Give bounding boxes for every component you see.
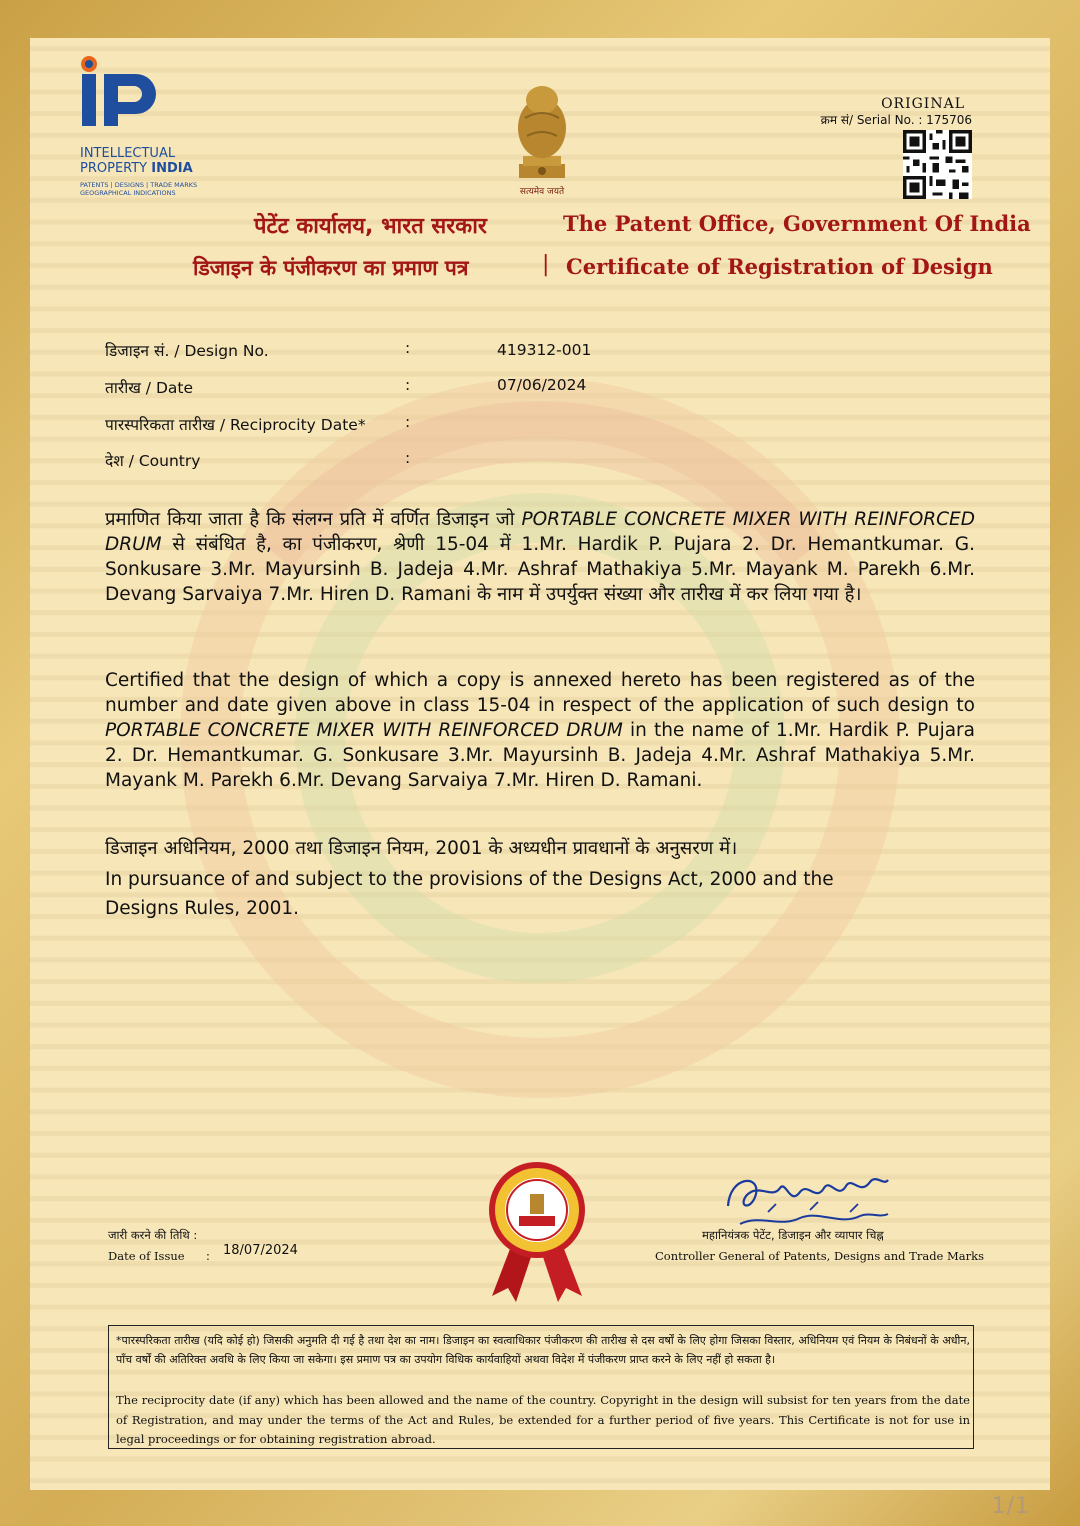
controller-title-hindi: महानियंत्रक पेटेंट, डिजाइन और व्यापार चिह्न	[702, 1228, 884, 1242]
date-value: 07/06/2024	[497, 376, 587, 394]
certification-paragraph-hindi	[105, 507, 975, 607]
design-no-colon: :	[405, 339, 411, 357]
date-of-issue-label-hindi: जारी करने की तिथि :	[108, 1228, 198, 1242]
certificate-title-english: Certificate of Registration of Design	[566, 254, 993, 279]
controller-title-english: Controller General of Patents, Designs and Trade Marks	[655, 1249, 985, 1263]
logo-name-line1: INTELLECTUAL	[80, 146, 176, 161]
official-seal-icon	[478, 1158, 596, 1302]
act-statement-english: In pursuance of and subject to the provisions of the Designs Act, 2000 and the Designs Rules, 2001.	[105, 869, 834, 919]
para-hindi-design-title: PORTABLE CONCRETE MIXER WITH REINFORCED DRUM	[105, 509, 975, 555]
qr-code-icon[interactable]	[903, 130, 972, 199]
reciprocity-date-colon: :	[405, 413, 411, 431]
original-label: ORIGINAL	[881, 96, 965, 112]
para-english-post: in the name of 1.Mr. Hardik P. Pujara 2. Dr. Hemantkumar. G. Sonkusare 3.Mr. Mayursinh B. Jadeja 4.Mr. Ashraf Mathakiya 5.Mr. Mayank M. Parekh 6.Mr. Devang Sarvaiya 7.Mr. Hiren D. Ramani.	[105, 720, 975, 791]
national-emblem-icon	[505, 78, 579, 190]
ip-logo-icon	[80, 52, 180, 132]
date-label: तारीख / Date	[105, 379, 194, 397]
certificate-title-hindi: डिजाइन के पंजीकरण का प्रमाण पत्र	[193, 256, 469, 280]
serial-number: क्रम सं/ Serial No. : 175706	[820, 113, 972, 127]
logo-name-line2b: INDIA	[151, 161, 193, 176]
emblem-caption: सत्यमेव जयते	[519, 187, 565, 197]
para-english-pre: Certified that the design of which a copy is annexed hereto has been registered as of the number and date given above in class 15-04 in respect of the application of such design to	[105, 670, 975, 716]
date-colon: :	[405, 376, 411, 394]
design-no-label: डिजाइन सं. / Design No.	[105, 342, 269, 360]
date-of-issue-colon: :	[206, 1249, 210, 1263]
date-of-issue-value: 18/07/2024	[223, 1243, 298, 1258]
date-of-issue-label-english: Date of Issue	[108, 1249, 185, 1263]
office-title-english: The Patent Office, Government Of India	[563, 211, 1031, 236]
act-statement-hindi: डिजाइन अधिनियम, 2000 तथा डिजाइन नियम, 2001 के अध्यधीन प्रावधानों के अनुसरण में।	[105, 838, 738, 859]
logo-tagline1: PATENTS | DESIGNS | TRADE MARKS	[80, 181, 198, 189]
country-colon: :	[405, 449, 411, 467]
signature-image	[720, 1166, 895, 1232]
footnote-hindi: *पारस्परिकता तारीख (यदि कोई हो) जिसकी अनुमति दी गई है तथा देश का नाम। डिजाइन का स्वत्वाधिकार पंजीकरण की तारीख से दस वर्षों के लिए होगा जिसका विस्तार, अधिनियम एवं नियम के निबंधनों के अधीन, पाँच वर्षों की अतिरिक्त अवधि के लिए किया जा सकेगा। इस प्रमाण पत्र का उपयोग विधिक कार्यवाहियों अथवा विदेश में पंजीकरण प्राप्त करने के लिए नहीं हो सकता है।	[116, 1334, 970, 1366]
para-hindi-post: से संबंधित है, का पंजीकरण, श्रेणी 15-04 में 1.Mr. Hardik P. Pujara 2. Dr. Hemantkumar. G. Sonkusare 3.Mr. Mayursinh B. Jadeja 4.Mr. Ashraf Mathakiya 5.Mr. Mayank M. Parekh 6.Mr. Devang Sarvaiya 7.Mr. Hiren D. Ramani के नाम में उपर्युक्त संख्या और तारीख में कर लिया गया है।	[105, 534, 975, 605]
ip-india-logo	[80, 52, 230, 202]
logo-name-line2a: PROPERTY	[80, 161, 148, 176]
footnote-english: The reciprocity date (if any) which has been allowed and the name of the country. Copyright in the design will subsist for ten years from the date of Registration, and may under the terms of the Act and Rules, be extended for a further period of five years. This Certificate is not for use in legal proceedings or for obtaining registration abroad.	[116, 1393, 970, 1446]
design-no-value: 419312-001	[497, 341, 592, 359]
page-number: 1/1	[991, 1494, 1030, 1519]
country-label: देश / Country	[105, 452, 201, 470]
office-title-hindi: पेटेंट कार्यालय, भारत सरकार	[254, 214, 487, 239]
title-separator: |	[542, 252, 550, 277]
para-hindi-pre: प्रमाणित किया जाता है कि संलग्न प्रति में वर्णित डिजाइन जो	[105, 509, 522, 530]
certification-paragraph-english	[105, 668, 975, 793]
para-english-design-title: PORTABLE CONCRETE MIXER WITH REINFORCED DRUM	[105, 720, 623, 741]
reciprocity-date-label: पारस्परिकता तारीख / Reciprocity Date*	[105, 416, 366, 434]
logo-tagline2: GEOGRAPHICAL INDICATIONS	[80, 189, 176, 197]
